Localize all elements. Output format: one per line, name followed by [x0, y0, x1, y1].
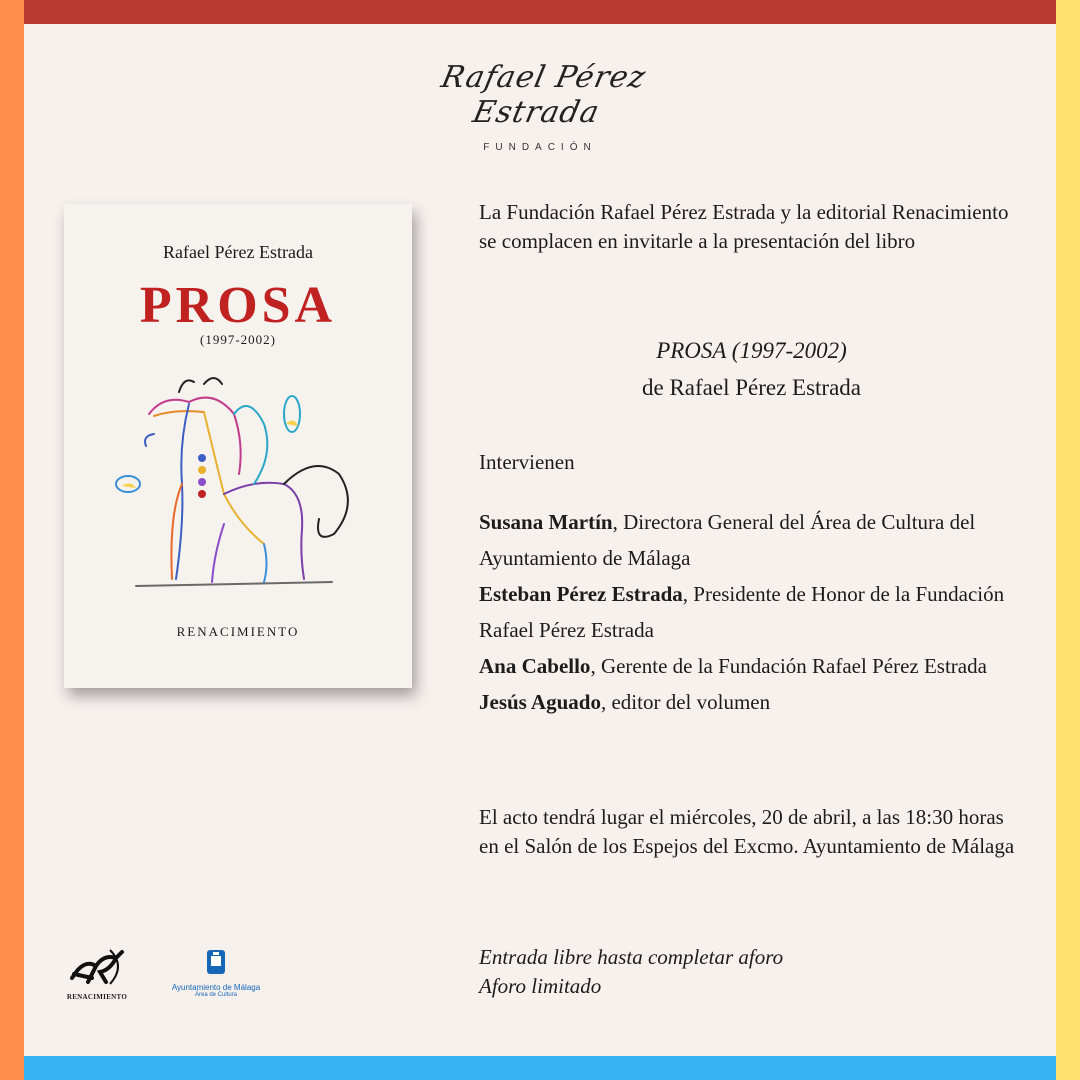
- speakers-list: [479, 504, 1024, 720]
- ayuntamiento-logo: [166, 948, 266, 998]
- speaker-role: , Gerente de la Fundación Rafael Pérez Estrada: [590, 654, 987, 678]
- speaker-role: , Directora General del Área de Cultura del Ayuntamiento de Málaga: [479, 510, 976, 570]
- cover-publisher: RENACIMIENTO: [176, 624, 300, 639]
- cover-author: Rafael Pérez Estrada: [163, 242, 313, 262]
- horse-drawing: [64, 354, 412, 604]
- book-cover: [64, 204, 412, 688]
- signature-logo: Rafael Pérez Estrada: [438, 60, 650, 130]
- ayuntamiento-sub-label: Área de Cultura: [194, 992, 238, 998]
- renacimiento-label: RENACIMIENTO: [66, 993, 128, 1001]
- foundation-logo: [380, 60, 700, 153]
- bottom-color-bar: [24, 1056, 1056, 1080]
- speaker-name: Susana Martín: [479, 510, 613, 534]
- invitation-intro: La Fundación Rafael Pérez Estrada y la editorial Renacimiento se complacen en invitarle a la presentación del libro: [479, 200, 1009, 253]
- speaker-name: Jesús Aguado: [479, 690, 601, 714]
- speakers-heading: Intervienen: [479, 450, 575, 474]
- right-color-bar: [1056, 0, 1080, 1080]
- speaker-role: , Presidente de Honor de la Fundación Rafael Pérez Estrada: [479, 582, 1005, 642]
- event-details: El acto tendrá lugar el miércoles, 20 de abril, a las 18:30 horas en el Salón de los Espejos del Excmo. Ayuntamiento de Málaga: [479, 805, 1015, 858]
- archer-icon: [66, 948, 128, 986]
- speaker-role: , editor del volumen: [600, 690, 771, 714]
- book-title-block: [479, 332, 1024, 406]
- cover-title: PROSA: [139, 277, 337, 334]
- speaker-item: [479, 576, 1024, 648]
- city-shield-icon: [205, 948, 227, 976]
- speaker-name: Esteban Pérez Estrada: [479, 582, 683, 606]
- top-color-bar: [0, 0, 1080, 24]
- book-title: PROSA (1997-2002): [656, 338, 847, 363]
- book-author: de Rafael Pérez Estrada: [641, 375, 862, 400]
- left-color-bar: [0, 0, 24, 1080]
- speaker-item: [479, 684, 1024, 720]
- speaker-item: [479, 648, 1024, 684]
- entry-line-1: Entrada libre hasta completar aforo: [479, 945, 784, 969]
- entry-note: [479, 943, 1024, 1001]
- speaker-name: Ana Cabello: [479, 654, 591, 678]
- renacimiento-logo: [62, 948, 132, 1001]
- foundation-label: FUNDACIÓN: [483, 142, 597, 153]
- speaker-item: [479, 504, 1024, 576]
- entry-line-2: Aforo limitado: [479, 974, 602, 998]
- cover-years: (1997-2002): [200, 332, 276, 347]
- ayuntamiento-label: Ayuntamiento de Málaga: [171, 983, 261, 992]
